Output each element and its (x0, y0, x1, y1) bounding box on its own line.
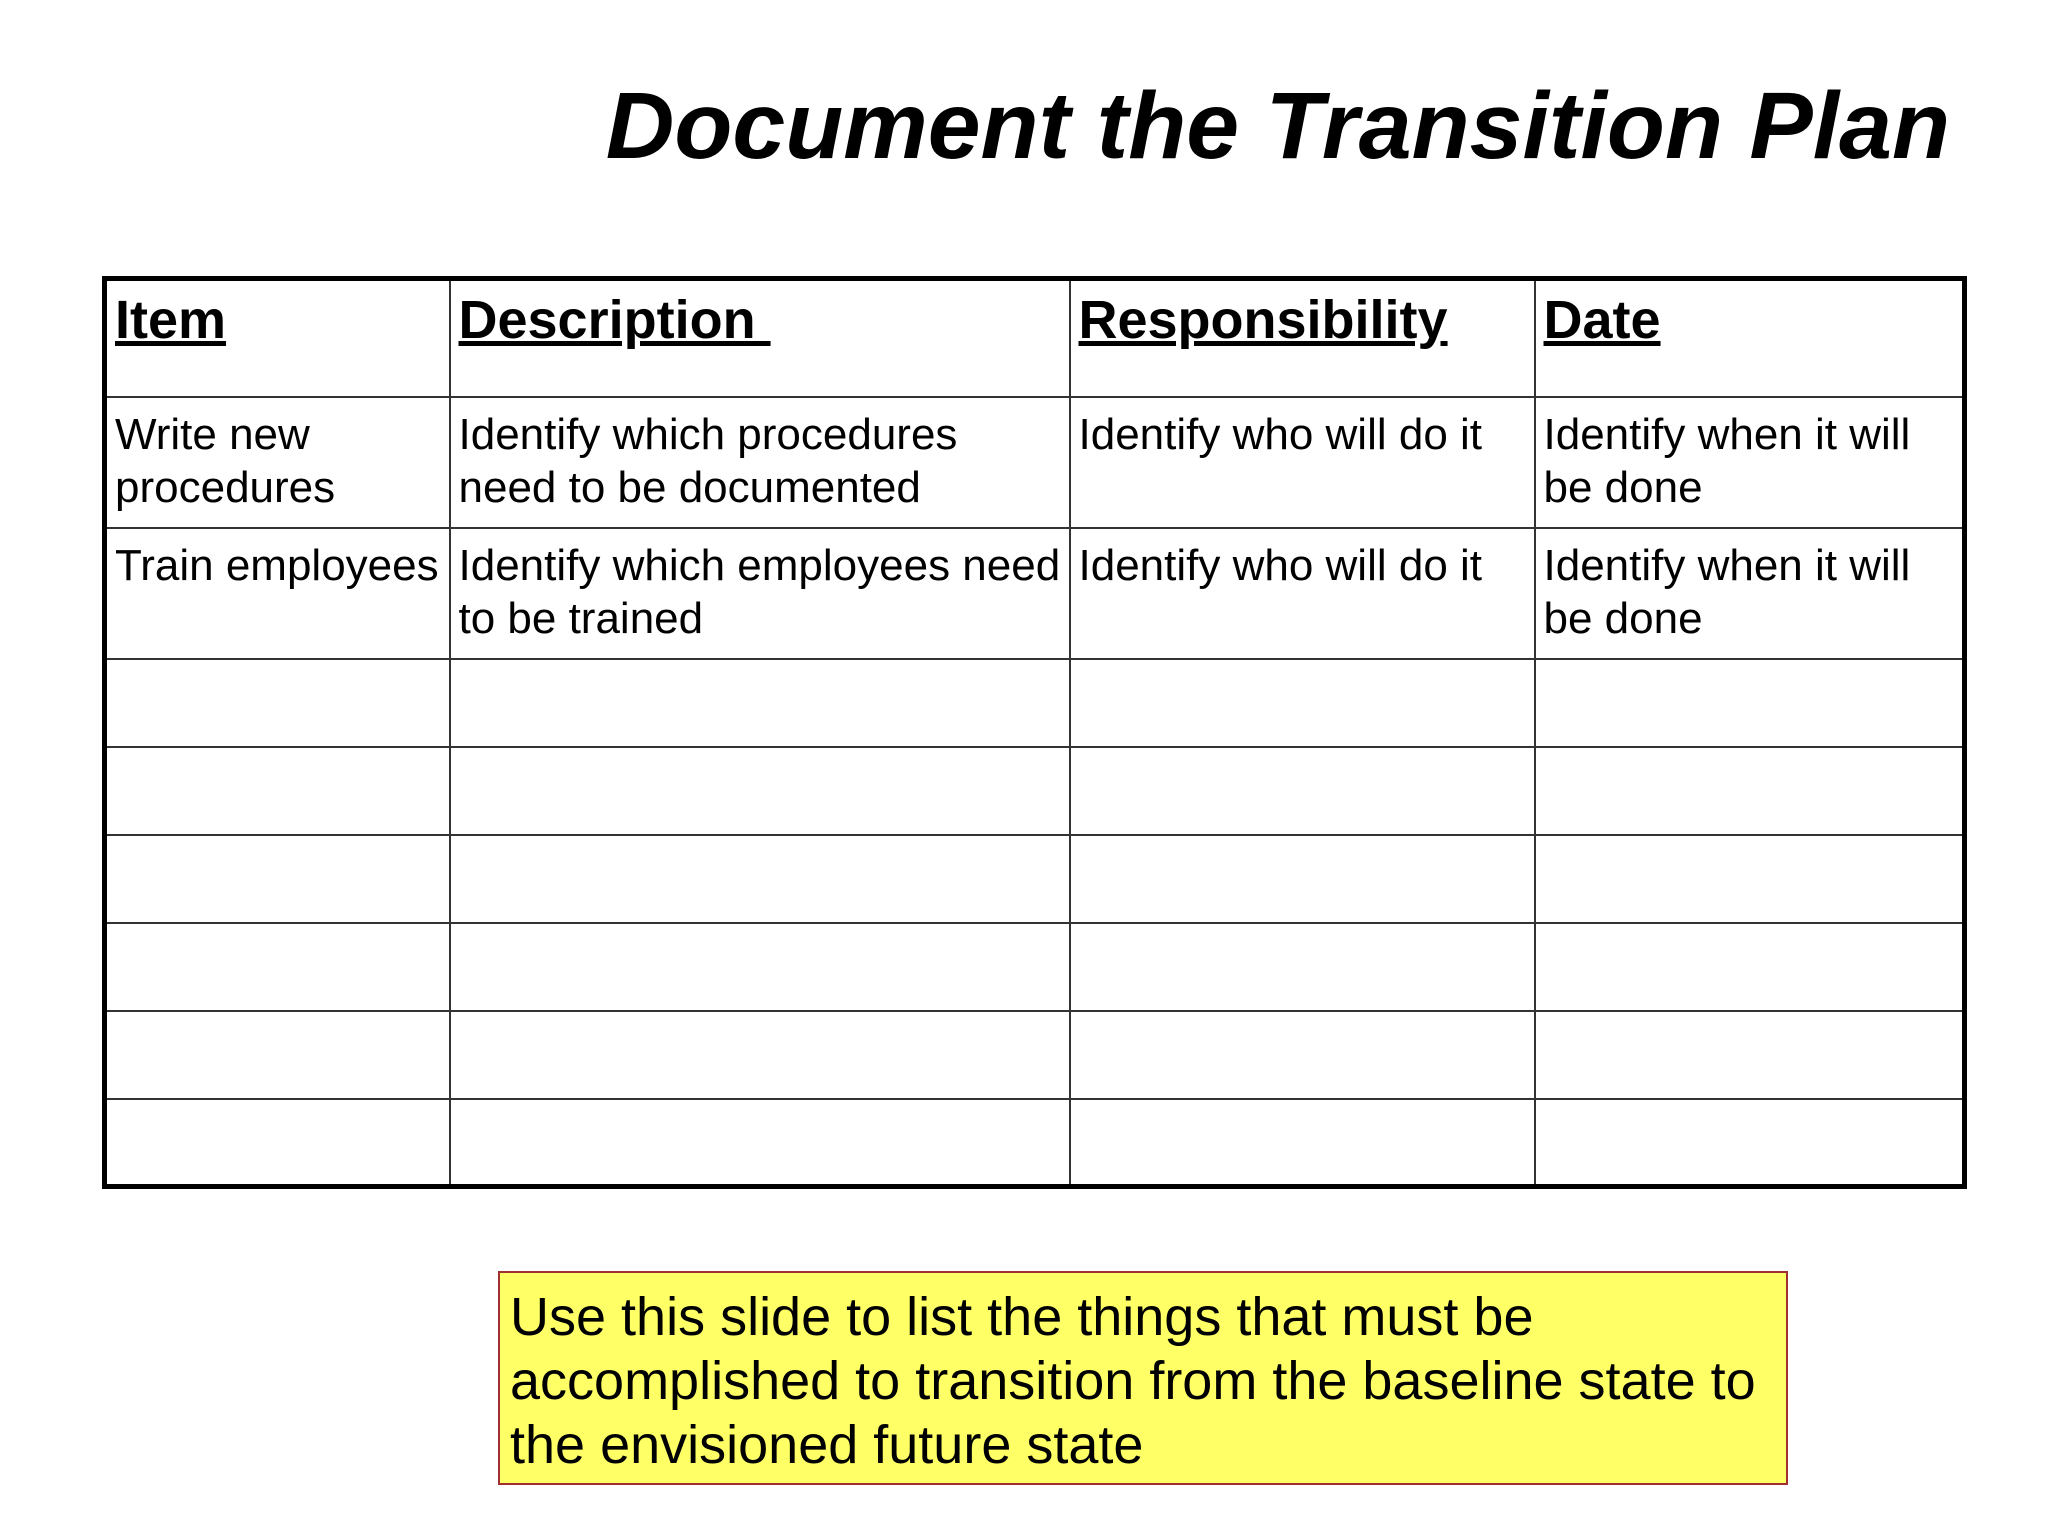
table-row (105, 397, 1965, 528)
header-date: Date (1535, 279, 1965, 397)
cell-item (105, 747, 450, 835)
cell-responsibility (1070, 659, 1535, 747)
header-description: Description (450, 279, 1070, 397)
transition-plan-table (102, 276, 1967, 1189)
cell-item: Write new procedures (105, 397, 450, 528)
table-row (105, 747, 1965, 835)
cell-date: Identify when it will be done (1535, 397, 1965, 528)
cell-responsibility: Identify who will do it (1070, 528, 1535, 659)
cell-date (1535, 1011, 1965, 1099)
cell-responsibility (1070, 1099, 1535, 1187)
header-responsibility: Responsibility (1070, 279, 1535, 397)
cell-item (105, 1099, 450, 1187)
table-header-row (105, 279, 1965, 397)
cell-date: Identify when it will be done (1535, 528, 1965, 659)
cell-responsibility: Identify who will do it (1070, 397, 1535, 528)
cell-description: Identify which employees need to be trained (450, 528, 1070, 659)
table-row (105, 659, 1965, 747)
cell-date (1535, 659, 1965, 747)
header-item: Item (105, 279, 450, 397)
cell-responsibility (1070, 747, 1535, 835)
table-row (105, 528, 1965, 659)
cell-responsibility (1070, 1011, 1535, 1099)
cell-responsibility (1070, 923, 1535, 1011)
cell-description (450, 659, 1070, 747)
cell-date (1535, 923, 1965, 1011)
table-row (105, 1011, 1965, 1099)
table-row (105, 1099, 1965, 1187)
cell-date (1535, 747, 1965, 835)
cell-description (450, 1011, 1070, 1099)
cell-item: Train employees (105, 528, 450, 659)
cell-description (450, 923, 1070, 1011)
slide-title: Document the Transition Plan (605, 73, 1950, 179)
cell-description (450, 1099, 1070, 1187)
cell-description (450, 747, 1070, 835)
cell-date (1535, 835, 1965, 923)
cell-date (1535, 1099, 1965, 1187)
cell-responsibility (1070, 835, 1535, 923)
cell-description (450, 835, 1070, 923)
table-row (105, 835, 1965, 923)
cell-description: Identify which procedures need to be documented (450, 397, 1070, 528)
cell-item (105, 1011, 450, 1099)
cell-item (105, 835, 450, 923)
instruction-note: Use this slide to list the things that must be accomplished to transition from the baseline state to the envisioned future state (498, 1271, 1788, 1485)
table-row (105, 923, 1965, 1011)
cell-item (105, 923, 450, 1011)
cell-item (105, 659, 450, 747)
